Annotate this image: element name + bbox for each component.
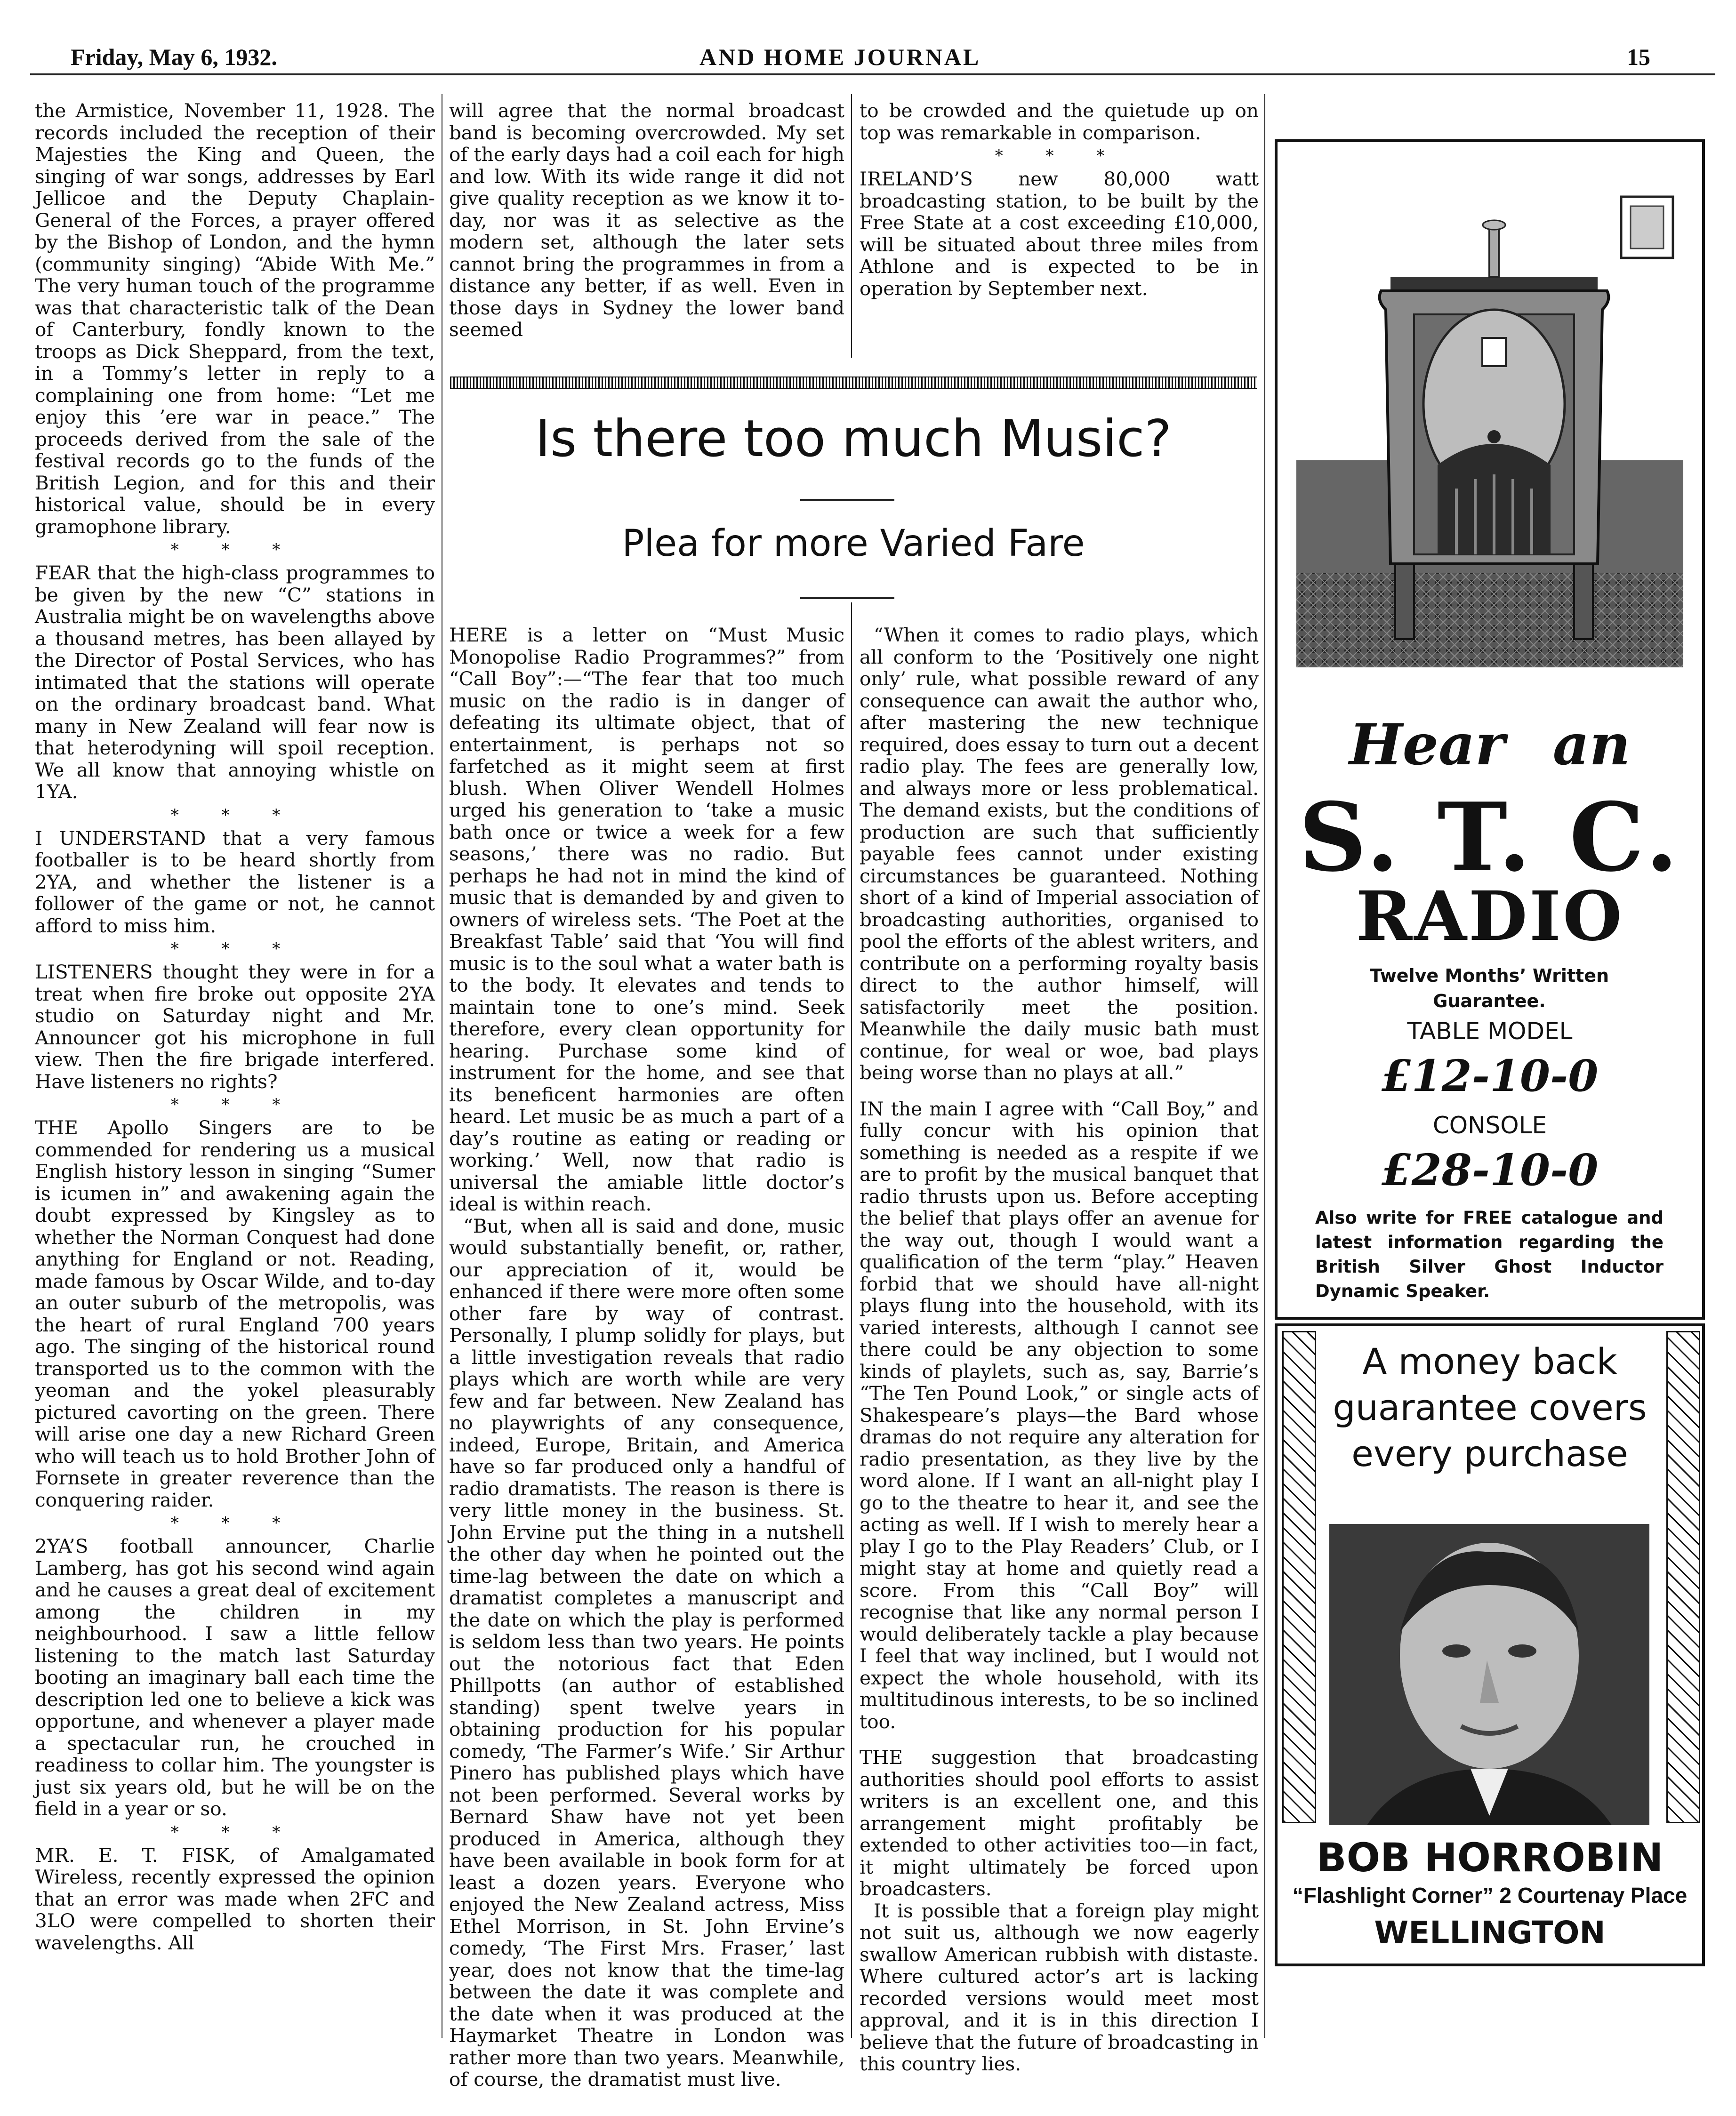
ad-console: CONSOLE <box>1432 1112 1547 1139</box>
paragraph: “When it comes to radio plays, which all conform to the ‘Positively one night only’ rule, what possible reward of any consequence can await the author who, after mastering the new technique required, does essay to turn out a decent radio play. The fees are generally low, and always more or less problematical. The demand exists, but the conditions of production are such that sufficiently payable fees cannot under existing circumstances be guaranteed. Nothing short of a kind of Imperial association of broadcasting authorities, organised to pool the efforts of the ablest writers, and contribute on a performing royalty basis direct to the author himself, will satisfactorily meet the position. Meanwhile the daily music bath must continue, for weal or woe, bad plays being worse than no plays at all.” <box>860 624 1259 1084</box>
section-divider: * * * <box>170 805 299 825</box>
section-divider: * * * <box>170 1095 299 1114</box>
column-rule <box>851 602 852 2038</box>
section-divider: * * * <box>170 540 299 559</box>
paragraph: IN the main I agree with “Call Boy,” and fully concur with his opinion that something is needed as a respite if we are to profit by the musical banquet that radio thrusts upon us. Before accepting the belief that plays offer an avenue for the way out, though I would want a qualification of the term “play.” Heaven forbid that we should have all-night plays flung into the household, with its varied interests, although I cannot see there could be any objection to some kinds of playlets, such as, say, Barrie’s “The Ten Pound Look,” or single acts of Shakespeare’s plays—the Bard whose dramas do not require any alteration for radio presentation, as they live by the word alone. If I want an all-night play I go to the theatre to hear it, and see the acting as well. If I wish to merely hear a play I go to the Play Readers’ Club, or I might stay at home and quietly read a score. From this “Call Boy” will recognise that like any normal person I would deliberately tackle a play because I feel that way inclined, but I would not expect the whole household, with its multitudinous interests, to be so inclined too. <box>860 1097 1259 1733</box>
ad-console-price: £28-10-0 <box>1381 1145 1599 1195</box>
paragraph: It is possible that a foreign play might not suit us, although we now eagerly swallow American rubbish with distaste. Where cultured actor’s art is lacking recorded versions would meet most approval, and it is in this direction I believe that the future of broadcasting in this country lies. <box>860 1899 1259 2075</box>
ad-slogan-line-3: every purchase <box>1351 1433 1628 1475</box>
paragraph: to be crowded and the quietude up on top was remarkable in comparison. <box>860 99 1259 144</box>
section-divider: * * * <box>170 1514 299 1532</box>
paragraph: HERE is a letter on “Must Music Monopolise Radio Programmes?” from “Call Boy”:—“The fear that too much music on the radio is in danger of defeating its ultimate object, that of entertainment, is perhaps not so farfetched as it might seem at first blush. When Oliver Wendell Holmes urged his generation to ‘take a music bath once or twice a week for a few seasons,’ there was no radio. But perhaps he had not in mind the kind of music that is demanded by and given to owners of wireless sets. ‘The Poet at the Breakfast Table’ said that ‘You will find music is to the soul what a water bath is to the body. It elevates and tends to maintain tone to one’s mind. Seek therefore, every clean opportunity for hearing. Purchase some kind of instrument for the home, and see that its beneficent harmonies are often heard. Let music be as much a part of a day’s routine as eating or reading or working.’ Well, now that radio is universal the amiable little doctor’s ideal is within reach. <box>449 624 844 1215</box>
ad-slogan-line-2: guarantee covers <box>1333 1387 1647 1428</box>
ad-table-model: TABLE MODEL <box>1407 1018 1573 1045</box>
radio-cabinet-illustration <box>1296 159 1683 667</box>
ad-guarantee: Twelve Months’ Written Guarantee. <box>1369 965 1609 1011</box>
section-divider: * * * <box>995 146 1124 165</box>
paragraph: MR. E. T. FISK, of Amalgamated Wireless, recently expressed the opinion that an error was made when 2FC and 3LO were compelled to shorten their wavelengths. All <box>35 1843 435 1954</box>
header-date: Friday, May 6, 1932. <box>71 44 277 70</box>
paragraph: FEAR that the high-class programmes to be given by the new “C” stations in Australia might be on wavelengths above a thousand metres, has been allayed by the Director of Postal Services, who has intimated that the stations will operate on the ordinary broadcast band. What many in New Zealand will fear now is that heterodyning will spoil reception. We all know that annoying whistle on 1YA. <box>35 561 435 803</box>
paragraph: will agree that the normal broadcast band is becoming overcrowded. My set of the early days had a coil each for high and low. With its wide range it did not give quality reception as we know it to-day, nor was it as selective as the modern set, although the later sets cannot bring the programmes in from a distance any better, if as well. Even in those days in Sydney the lower band seemed <box>449 99 844 341</box>
header-rule <box>30 73 1715 75</box>
ad-brand: S. T. C. <box>1298 782 1681 893</box>
ad-city: WELLINGTON <box>1374 1915 1606 1951</box>
paragraph: “But, when all is said and done, music would substantially benefit, or, rather, our appreciation of it, would be enhanced if there were more often some other fare by way of contrast. Personally, I plump solidly for plays, but a little investigation reveals that radio plays which are worth while are very few and far between. New Zealand has no playwrights of any consequence, indeed, Europe, Britain, and America have so far produced only a handful of radio dramatists. The reason is there is very little money in the business. St. John Ervine put the thing in a nutshell the other day when he pointed out the time-lag between the date on which a dramatist completes a manuscript and the date on which the play is performed is seldom less than two years. He points out the notorious fact that Eden Phillpotts (an author of established standing) spent twelve years in obtaining production for his popular comedy, ‘The Farmer’s Wife.’ Sir Arthur Pinero has published plays which have not been performed. Several works by Bernard Shaw have not yet been produced in America, although they have been available in book form for at least a dozen years. Everyone who enjoyed the New Zealand actress, Miss Ethel Morrison, in St. John Ervine’s comedy, ‘The First Mrs. Fraser,’ last year, does not know that the time-lag between the date it was complete and the date when it was produced at the Haymarket Theatre in London was rather more than two years. Meanwhile, of course, the dramatist must live. <box>449 1214 844 2091</box>
ad-hear-an: Hear an <box>1349 712 1631 778</box>
paragraph: THE Apollo Singers are to be commended for rendering us a musical English history lesson in singing “Sumer is icumen in” and awakening again the doubt expressed by Kingsley as to whether the Norman Conquest had done anything for England or not. Reading, made famous by Oscar Wilde, and to-day an outer suburb of the metropolis, was the heart of rural England 700 years ago. The singing of the historical round transported us to the common with the yeoman and the yokel pleasurably pictured cavorting on the green. There will arise one day a new Richard Green who will teach us to hold Brother John of Fornsete in greater reverence than the conquering raider. <box>35 1116 435 1511</box>
header-journal: AND HOME JOURNAL <box>699 44 981 70</box>
column-rule <box>1264 94 1265 2038</box>
article-subtitle: Plea for more Varied Fare <box>622 522 1085 565</box>
column-rule <box>851 94 852 358</box>
title-rule <box>800 499 894 501</box>
column-1 <box>35 100 435 1954</box>
article-title: Is there too much Music? <box>535 409 1172 468</box>
ad-table-price: £12-10-0 <box>1381 1050 1599 1101</box>
ad-footer: Also write for FREE catalogue and latest information regarding the British Silver Ghost Inductor Dynamic Speaker. <box>1315 1208 1664 1301</box>
paragraph: I UNDERSTAND that a very famous footballer is to be heard shortly from 2YA, and whether the listener is a follower of the game or not, he cannot afford to miss him. <box>35 826 435 937</box>
header-page-number: 15 <box>1627 44 1650 70</box>
paragraph: THE suggestion that broadcasting authorities should pool efforts to assist writers is an excellent one, and this arrangement might profitably be extended to other activities too—in fact, it might ultimately be forced upon broadcasters. <box>860 1746 1259 1900</box>
ad-name: BOB HORROBIN <box>1316 1835 1664 1881</box>
column-3-top <box>860 100 1259 299</box>
ad-address: “Flashlight Corner” 2 Courtenay Place <box>1292 1883 1688 1908</box>
ad-slogan-line-1: A money back <box>1362 1340 1617 1382</box>
column-2-top <box>449 100 844 341</box>
ornamental-rule <box>450 377 1257 389</box>
article-column-left <box>449 624 844 2091</box>
paragraph: LISTENERS thought they were in for a treat when fire broke out opposite 2YA studio on Saturday night and Mr. Announcer got his microphone in full view. Then the fire brigade interfered. Have listeners no rights? <box>35 961 435 1093</box>
portrait-photo <box>1329 1524 1649 1825</box>
paragraph: 2YA’S football announcer, Charlie Lamberg, has got his second wind again and he causes a great deal of excitement among the children in my neighbourhood. I saw a little fellow listening to the match last Saturday booting an imaginary ball each time the description led one to believe a kick was opportune, and whenever a player made a spectacular run, he crouched in readiness to collar him. The youngster is just six years old, but he will be on the field in a year or so. <box>35 1535 435 1820</box>
stc-radio-advertisement <box>1275 139 1705 1320</box>
article-column-right <box>860 624 1259 2075</box>
paragraph: the Armistice, November 11, 1928. The records included the reception of their Majesties the King and Queen, the singing of war songs, addresses by Earl Jellicoe and the Deputy Chaplain-General of the Forces, a prayer offered by the Bishop of London, and the hymn (community singing) “Abide With Me.” The very human touch of the programme was that characteristic talk of the Dean of Canterbury, fondly known to the troops as Dick Sheppard, from the text, in a Tommy’s letter in reply to a complaining one from home: “Let me enjoy this ’ere war in peace.” The proceeds derived from the sale of the festival records go to the funds of the British Legion, and for this and their historical value, should be in every gramophone library. <box>35 99 435 538</box>
section-divider: * * * <box>170 939 299 958</box>
subtitle-rule <box>800 597 894 599</box>
section-divider: * * * <box>170 1822 299 1842</box>
ad-radio: RADIO <box>1356 876 1624 956</box>
paragraph: IRELAND’S new 80,000 watt broadcasting station, to be built by the Free State at a cost exceeding £10,000, will be situated about three miles from Athlone and is expected to be in operation by September next. <box>860 168 1259 300</box>
bob-horrobin-advertisement <box>1275 1323 1705 1966</box>
